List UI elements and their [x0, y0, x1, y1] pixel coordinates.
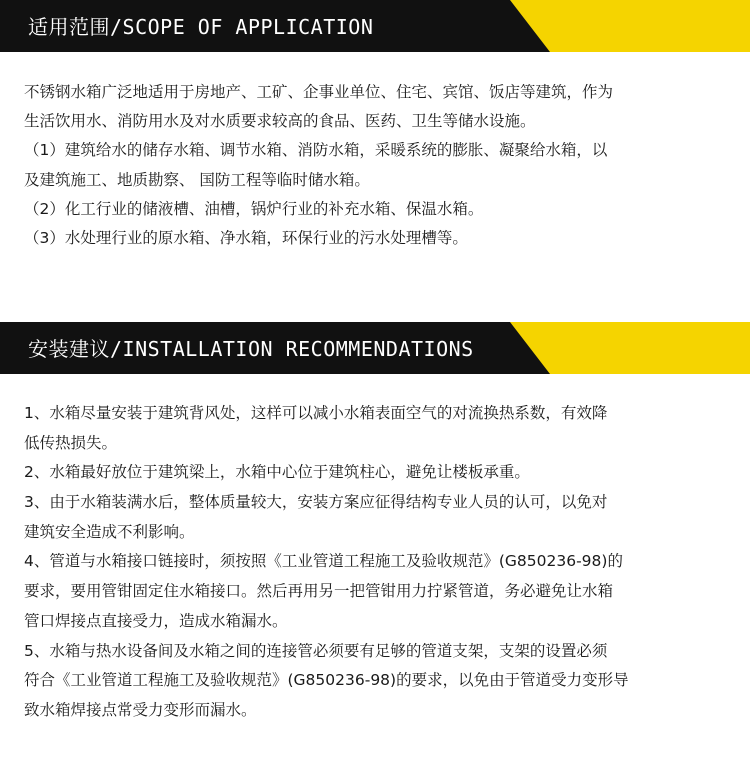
installation-line: 5、水箱与热水设备间及水箱之间的连接管必须要有足够的管道支架，支架的设置必须: [24, 641, 608, 660]
installation-line: 管口焊接点直接受力，造成水箱漏水。: [24, 611, 288, 630]
installation-line: 建筑安全造成不利影响。: [24, 522, 195, 541]
installation-line: 致水箱焊接点常受力变形而漏水。: [24, 700, 257, 719]
scope-line: （3）水处理行业的原水箱、净水箱，环保行业的污水处理槽等。: [24, 228, 468, 247]
installation-header-accent: [510, 322, 750, 374]
installation-line: 2、水箱最好放位于建筑梁上，水箱中心位于建筑柱心，避免让楼板承重。: [24, 463, 530, 482]
installation-line: 1、水箱尽量安装于建筑背风处，这样可以减小水箱表面空气的对流换热系数，有效降: [24, 404, 608, 422]
installation-line: 3、由于水箱装满水后，整体质量较大，安装方案应征得结构专业人员的认可，以免对: [24, 493, 608, 512]
scope-line: 不锈钢水箱广泛地适用于房地产、工矿、企事业单位、住宅、宾馆、饭店等建筑，作为: [24, 83, 614, 101]
scope-line: 生活饮用水、消防用水及对水质要求较高的食品、医药、卫生等储水设施。: [24, 112, 536, 131]
installation-body: [24, 399, 730, 726]
installation-line: 4、管道与水箱接口链接时，须按照《工业管道工程施工及验收规范》(G850236-98)的: [24, 552, 623, 571]
scope-header: [0, 0, 750, 52]
installation-header: [0, 322, 750, 374]
installation-line: 要求，要用管钳固定住水箱接口。然后再用另一把管钳用力拧紧管道，务必避免让水箱: [24, 582, 614, 601]
scope-title: 适用范围/SCOPE OF APPLICATION: [28, 15, 374, 39]
installation-line: 低传热损失。: [24, 433, 118, 452]
scope-line: （2）化工行业的储液槽、油槽，锅炉行业的补充水箱、保温水箱。: [24, 199, 484, 218]
installation-line: 符合《工业管道工程施工及验收规范》(G850236-98)的要求，以免由于管道受力变形导: [24, 671, 629, 690]
scope-body: [24, 78, 730, 253]
installation-title: 安装建议/INSTALLATION RECOMMENDATIONS: [28, 337, 474, 361]
scope-header-accent: [510, 0, 750, 52]
scope-line: （1）建筑给水的储存水箱、调节水箱、消防水箱，采暖系统的膨胀、凝聚给水箱，以: [24, 141, 608, 160]
scope-line: 及建筑施工、地质勘察、 国防工程等临时储水箱。: [24, 170, 370, 189]
